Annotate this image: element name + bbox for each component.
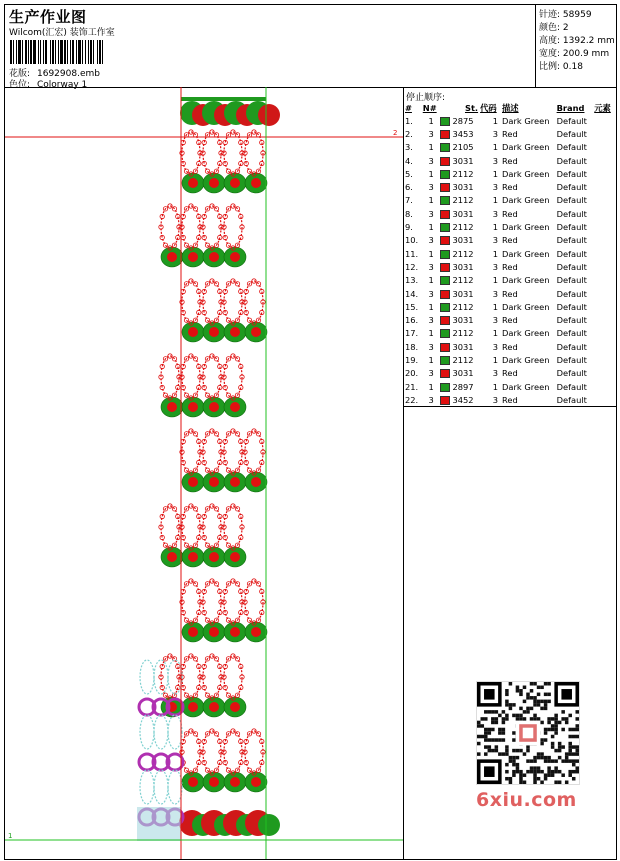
row-brand: Default: [556, 328, 587, 339]
row-swatch: [440, 287, 453, 300]
row-description: Dark Green: [502, 248, 550, 259]
row-swatch: [440, 393, 453, 406]
table-row: [405, 180, 616, 193]
row-element: [594, 207, 616, 220]
row-swatch: [440, 167, 453, 180]
row-needle: 1: [428, 168, 434, 179]
table-row: [405, 300, 616, 313]
row-brand: Default: [556, 381, 587, 392]
col-swatch: [440, 102, 453, 114]
color-swatch: [440, 250, 450, 259]
color-swatch: [440, 303, 450, 312]
row-element: [594, 167, 616, 180]
color-swatch: [440, 356, 450, 365]
row-swatch: [440, 141, 453, 154]
table-row: [405, 154, 616, 167]
row-code: 3: [492, 315, 498, 326]
row-code: 1: [492, 248, 498, 259]
row-code: 1: [492, 195, 498, 206]
row-brand: Default: [556, 288, 587, 299]
table-row: [405, 313, 616, 326]
colorway-label: 色位:: [9, 80, 31, 90]
table-row: [405, 260, 616, 273]
row-index: 22.: [405, 394, 419, 405]
row-description: Red: [502, 394, 518, 405]
table-row: [405, 274, 616, 287]
row-brand: Default: [556, 261, 587, 272]
row-swatch: [440, 220, 453, 233]
row-brand: Default: [556, 155, 587, 166]
row-needle: 3: [428, 394, 434, 405]
row-stitches: 2112: [452, 248, 474, 259]
row-swatch: [440, 367, 453, 380]
row-description: Red: [502, 368, 518, 379]
color-swatch: [440, 276, 450, 285]
table-row: [405, 380, 616, 393]
stop-sequence-title: 停止顺序:: [406, 93, 446, 103]
row-description: Dark Green: [502, 195, 550, 206]
flower-motifs: [137, 97, 280, 841]
row-needle: 3: [428, 341, 434, 352]
row-stitches: 3031: [452, 235, 474, 246]
col-needle: N#: [422, 103, 437, 113]
row-element: [594, 127, 616, 140]
table-row: [405, 194, 616, 207]
row-index: 7.: [405, 195, 413, 206]
table-row: [405, 247, 616, 260]
row-element: [594, 141, 616, 154]
qr-watermark-block: [470, 678, 586, 818]
company-name: Wilcom(汇宏) 装饰工作室: [9, 28, 115, 38]
end-marker: 1: [8, 832, 13, 840]
row-brand: Default: [556, 208, 587, 219]
row-needle: 1: [428, 301, 434, 312]
row-needle: 3: [428, 261, 434, 272]
table-row: [405, 141, 616, 154]
row-swatch: [440, 313, 453, 326]
table-row: [405, 114, 616, 127]
row-index: 10.: [405, 235, 419, 246]
row-description: Dark Green: [502, 354, 550, 365]
row-element: [594, 180, 616, 193]
stitches-stat: 针迹: 58959: [539, 10, 592, 20]
table-row: [405, 327, 616, 340]
row-code: 1: [492, 301, 498, 312]
row-element: [594, 380, 616, 393]
row-element: [594, 220, 616, 233]
row-index: 19.: [405, 354, 419, 365]
color-swatch: [440, 369, 450, 378]
row-element: [594, 313, 616, 326]
row-stitches: 2112: [452, 275, 474, 286]
row-description: Red: [502, 288, 518, 299]
row-stitches: 3031: [452, 261, 474, 272]
stop-sequence-panel: [403, 87, 617, 407]
col-code: 代码: [480, 103, 497, 113]
row-needle: 1: [428, 195, 434, 206]
row-code: 1: [492, 115, 498, 126]
row-index: 13.: [405, 275, 419, 286]
color-swatch: [440, 183, 450, 192]
row-element: [594, 287, 616, 300]
row-code: 1: [492, 328, 498, 339]
row-stitches: 3031: [452, 315, 474, 326]
colorway-value: Colorway 1: [37, 80, 88, 90]
row-swatch: [440, 380, 453, 393]
row-needle: 1: [428, 248, 434, 259]
row-index: 11.: [405, 248, 419, 259]
row-brand: Default: [556, 182, 587, 193]
row-element: [594, 340, 616, 353]
row-index: 1.: [405, 115, 413, 126]
row-stitches: 2112: [452, 301, 474, 312]
row-element: [594, 353, 616, 366]
row-brand: Default: [556, 301, 587, 312]
row-index: 4.: [405, 155, 413, 166]
color-swatch: [440, 316, 450, 325]
row-index: 6.: [405, 182, 413, 193]
row-index: 15.: [405, 301, 419, 312]
row-description: Red: [502, 315, 518, 326]
row-description: Red: [502, 128, 518, 139]
row-swatch: [440, 300, 453, 313]
row-stitches: 3031: [452, 288, 474, 299]
row-brand: Default: [556, 248, 587, 259]
row-code: 3: [492, 341, 498, 352]
row-brand: Default: [556, 195, 587, 206]
table-row: [405, 127, 616, 140]
row-description: Dark Green: [502, 328, 550, 339]
row-swatch: [440, 127, 453, 140]
color-swatch: [440, 263, 450, 272]
row-code: 3: [492, 288, 498, 299]
row-code: 3: [492, 155, 498, 166]
row-stitches: 3031: [452, 182, 474, 193]
color-swatch: [440, 143, 450, 152]
row-element: [594, 154, 616, 167]
row-description: Red: [502, 208, 518, 219]
table-row: [405, 287, 616, 300]
row-description: Dark Green: [502, 381, 550, 392]
row-stitches: 2112: [452, 354, 474, 365]
watermark-text: 6xiu.com: [476, 789, 577, 811]
table-row: [405, 220, 616, 233]
row-stitches: 3031: [452, 368, 474, 379]
row-brand: Default: [556, 128, 587, 139]
row-stitches: 2897: [452, 381, 474, 392]
row-brand: Default: [556, 354, 587, 365]
color-swatch: [440, 329, 450, 338]
row-needle: 1: [428, 115, 434, 126]
row-needle: 3: [428, 182, 434, 193]
row-needle: 3: [428, 288, 434, 299]
row-code: 3: [492, 368, 498, 379]
stop-sequence-table: [405, 102, 616, 407]
row-swatch: [440, 274, 453, 287]
row-code: 1: [492, 222, 498, 233]
page-title: 生产作业图: [9, 8, 87, 26]
row-description: Red: [502, 235, 518, 246]
design-file-label: 花版:: [9, 69, 31, 79]
row-description: Dark Green: [502, 115, 550, 126]
row-swatch: [440, 114, 453, 127]
embroidery-design-drawing: [5, 87, 404, 860]
row-index: 20.: [405, 368, 419, 379]
row-swatch: [440, 353, 453, 366]
row-stitches: 2105: [452, 142, 474, 153]
row-code: 1: [492, 142, 498, 153]
row-code: 1: [492, 275, 498, 286]
row-needle: 1: [428, 142, 434, 153]
row-needle: 1: [428, 354, 434, 365]
row-needle: 1: [428, 328, 434, 339]
row-needle: 3: [428, 155, 434, 166]
row-description: Dark Green: [502, 222, 550, 233]
row-element: [594, 234, 616, 247]
row-index: 17.: [405, 328, 419, 339]
row-description: Red: [502, 155, 518, 166]
design-file-value: 1692908.emb: [37, 69, 100, 79]
row-swatch: [440, 260, 453, 273]
row-element: [594, 194, 616, 207]
row-brand: Default: [556, 315, 587, 326]
color-swatch: [440, 223, 450, 232]
col-stitches: St.: [464, 103, 479, 113]
row-needle: 3: [428, 208, 434, 219]
row-index: 3.: [405, 142, 413, 153]
row-brand: Default: [556, 394, 587, 405]
color-swatch: [440, 383, 450, 392]
row-brand: Default: [556, 115, 587, 126]
color-swatch: [440, 396, 450, 405]
row-swatch: [440, 327, 453, 340]
col-element: 元素: [594, 103, 611, 113]
row-index: 14.: [405, 288, 419, 299]
color-swatch: [440, 130, 450, 139]
row-index: 8.: [405, 208, 413, 219]
row-brand: Default: [556, 275, 587, 286]
row-element: [594, 114, 616, 127]
row-index: 12.: [405, 261, 419, 272]
row-code: 3: [492, 235, 498, 246]
row-stitches: 2112: [452, 168, 474, 179]
row-element: [594, 260, 616, 273]
row-element: [594, 367, 616, 380]
row-swatch: [440, 154, 453, 167]
col-index: #: [405, 103, 412, 113]
row-stitches: 2112: [452, 222, 474, 233]
row-index: 2.: [405, 128, 413, 139]
row-stitches: 2112: [452, 195, 474, 206]
row-code: 3: [492, 182, 498, 193]
row-description: Dark Green: [502, 168, 550, 179]
col-description: 描述: [502, 103, 519, 113]
color-swatch: [440, 157, 450, 166]
row-swatch: [440, 340, 453, 353]
row-element: [594, 300, 616, 313]
row-brand: Default: [556, 142, 587, 153]
row-description: Red: [502, 261, 518, 272]
color-swatch: [440, 196, 450, 205]
row-stitches: 3031: [452, 341, 474, 352]
row-swatch: [440, 247, 453, 260]
row-code: 3: [492, 394, 498, 405]
row-code: 3: [492, 261, 498, 272]
color-swatch: [440, 290, 450, 299]
row-description: Dark Green: [502, 142, 550, 153]
table-row: [405, 167, 616, 180]
row-code: 1: [492, 354, 498, 365]
row-index: 21.: [405, 381, 419, 392]
row-description: Dark Green: [502, 275, 550, 286]
table-row: [405, 367, 616, 380]
scale-stat: 比例: 0.18: [539, 62, 583, 72]
row-description: Dark Green: [502, 301, 550, 312]
color-swatch: [440, 236, 450, 245]
row-brand: Default: [556, 222, 587, 233]
row-index: 18.: [405, 341, 419, 352]
start-marker: 2: [393, 129, 398, 137]
row-stitches: 3452: [452, 394, 474, 405]
row-code: 1: [492, 168, 498, 179]
row-code: 1: [492, 381, 498, 392]
row-index: 5.: [405, 168, 413, 179]
row-description: Red: [502, 182, 518, 193]
qr-code: [476, 681, 580, 785]
row-element: [594, 274, 616, 287]
row-brand: Default: [556, 368, 587, 379]
row-description: Red: [502, 341, 518, 352]
barcode: [10, 40, 145, 64]
table-row: [405, 393, 616, 406]
row-element: [594, 327, 616, 340]
row-swatch: [440, 234, 453, 247]
row-index: 9.: [405, 222, 413, 233]
row-swatch: [440, 194, 453, 207]
row-needle: 3: [428, 128, 434, 139]
row-index: 16.: [405, 315, 419, 326]
row-stitches: 2112: [452, 328, 474, 339]
row-stitches: 3031: [452, 208, 474, 219]
row-needle: 3: [428, 368, 434, 379]
row-element: [594, 247, 616, 260]
row-swatch: [440, 207, 453, 220]
color-swatch: [440, 170, 450, 179]
table-row: [405, 207, 616, 220]
row-needle: 3: [428, 315, 434, 326]
table-row: [405, 353, 616, 366]
color-swatch: [440, 117, 450, 126]
col-brand: Brand: [556, 103, 585, 113]
colors-stat: 颜色: 2: [539, 23, 569, 33]
table-row: [405, 234, 616, 247]
height-stat: 高度: 1392.2 mm: [539, 36, 615, 46]
row-brand: Default: [556, 235, 587, 246]
row-stitches: 3453: [452, 128, 474, 139]
row-brand: Default: [556, 341, 587, 352]
row-needle: 1: [428, 381, 434, 392]
row-swatch: [440, 180, 453, 193]
row-needle: 3: [428, 235, 434, 246]
row-code: 3: [492, 208, 498, 219]
row-stitches: 3031: [452, 155, 474, 166]
header-panel: [4, 4, 536, 88]
row-brand: Default: [556, 168, 587, 179]
row-code: 3: [492, 128, 498, 139]
embroidery-preview: [4, 87, 404, 860]
color-swatch: [440, 343, 450, 352]
table-row: [405, 340, 616, 353]
row-element: [594, 393, 616, 406]
table-header-row: [405, 102, 616, 114]
stats-panel: [535, 4, 617, 88]
row-needle: 1: [428, 275, 434, 286]
row-needle: 1: [428, 222, 434, 233]
color-swatch: [440, 210, 450, 219]
row-stitches: 2875: [452, 115, 474, 126]
width-stat: 宽度: 200.9 mm: [539, 49, 610, 59]
